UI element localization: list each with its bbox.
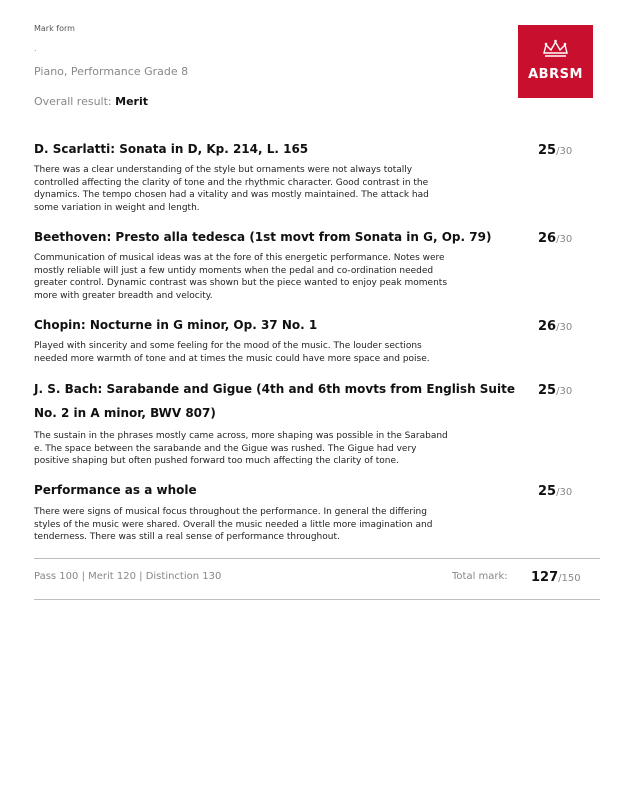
piece-comment-chopin: Played with sincerity and some feeling for the mood of the music. The louder sections needed more warmth of tone and at times the music could have more space and poise. (34, 341, 430, 364)
mark-value: 25 (538, 383, 557, 398)
footer-rule-top (34, 558, 600, 559)
mark-out-of: /30 (556, 234, 573, 245)
grade-thresholds: Pass 100 | Merit 120 | Distinction 130 (34, 571, 222, 582)
grade-title: Piano, Performance Grade 8 (34, 65, 189, 78)
mark-value: 25 (538, 484, 557, 499)
piece-comment-performance: There were signs of musical focus throughout the performance. In general the differing styles of the music were shared. Overall the music needed a little more imagination and tenderness. There was still a real sense of performance throughout. (34, 507, 433, 542)
piece-mark-performance (538, 484, 572, 499)
mark-out-of: /30 (556, 146, 573, 157)
piece-comment-scarlatti: There was a clear understanding of the style but ornaments were not always totally controlled affecting the clarity of tone and the rhythmic character. Good contrast in the dynamics. The tempo chosen had a vitality and was mostly maintained. The attack had some variation in weight and length. (34, 165, 429, 213)
piece-title-bach-line2: No. 2 in A minor, BWV 807) (34, 406, 216, 420)
form-label: Mark form (34, 24, 75, 33)
footer-rule-bottom (34, 599, 600, 600)
mark-out-of: /30 (556, 487, 573, 498)
mark-value: 26 (538, 231, 557, 246)
total-mark-value: 127 (531, 570, 559, 585)
piece-mark-beethoven (538, 231, 572, 246)
mark-out-of: /30 (556, 386, 573, 397)
overall-result-label: Overall result: (34, 95, 112, 108)
piece-mark-bach (538, 383, 572, 398)
piece-title-bach-line1: J. S. Bach: Sarabande and Gigue (4th and 6th movts from English Suite (34, 382, 515, 396)
header-dot: . (34, 44, 37, 53)
piece-mark-scarlatti (538, 143, 572, 158)
piece-mark-chopin (538, 319, 572, 334)
total-mark (531, 570, 581, 585)
piece-title-chopin: Chopin: Nocturne in G minor, Op. 37 No. 1 (34, 318, 318, 332)
mark-value: 25 (538, 143, 557, 158)
piece-title-performance: Performance as a whole (34, 483, 197, 497)
overall-result-value: Merit (115, 95, 149, 108)
total-mark-label: Total mark: (452, 571, 508, 582)
abrsm-logo (518, 25, 593, 98)
logo-text: ABRSM (528, 67, 583, 82)
total-mark-out-of: /150 (558, 573, 581, 584)
overall-result (34, 95, 148, 108)
crown-icon (542, 39, 569, 59)
piece-comment-bach: The sustain in the phrases mostly came across, more shaping was possible in the Saraband e. The space between the sarabande and the Gigue was rushed. The Gigue had very positive shaping but often pushed forward too much affecting the clarity of tone. (34, 431, 448, 466)
piece-comment-beethoven: Communication of musical ideas was at the fore of this energetic performance. Notes were mostly reliable will just a few untidy moments when the pedal and co-ordination needed greater control. Dynamic contrast was shown but the piece wanted to enjoy peak moments more with greater breadth and velocity. (34, 253, 448, 301)
piece-title-scarlatti: D. Scarlatti: Sonata in D, Kp. 214, L. 165 (34, 142, 309, 156)
mark-out-of: /30 (556, 322, 573, 333)
piece-title-beethoven: Beethoven: Presto alla tedesca (1st movt from Sonata in G, Op. 79) (34, 230, 492, 244)
mark-value: 26 (538, 319, 557, 334)
